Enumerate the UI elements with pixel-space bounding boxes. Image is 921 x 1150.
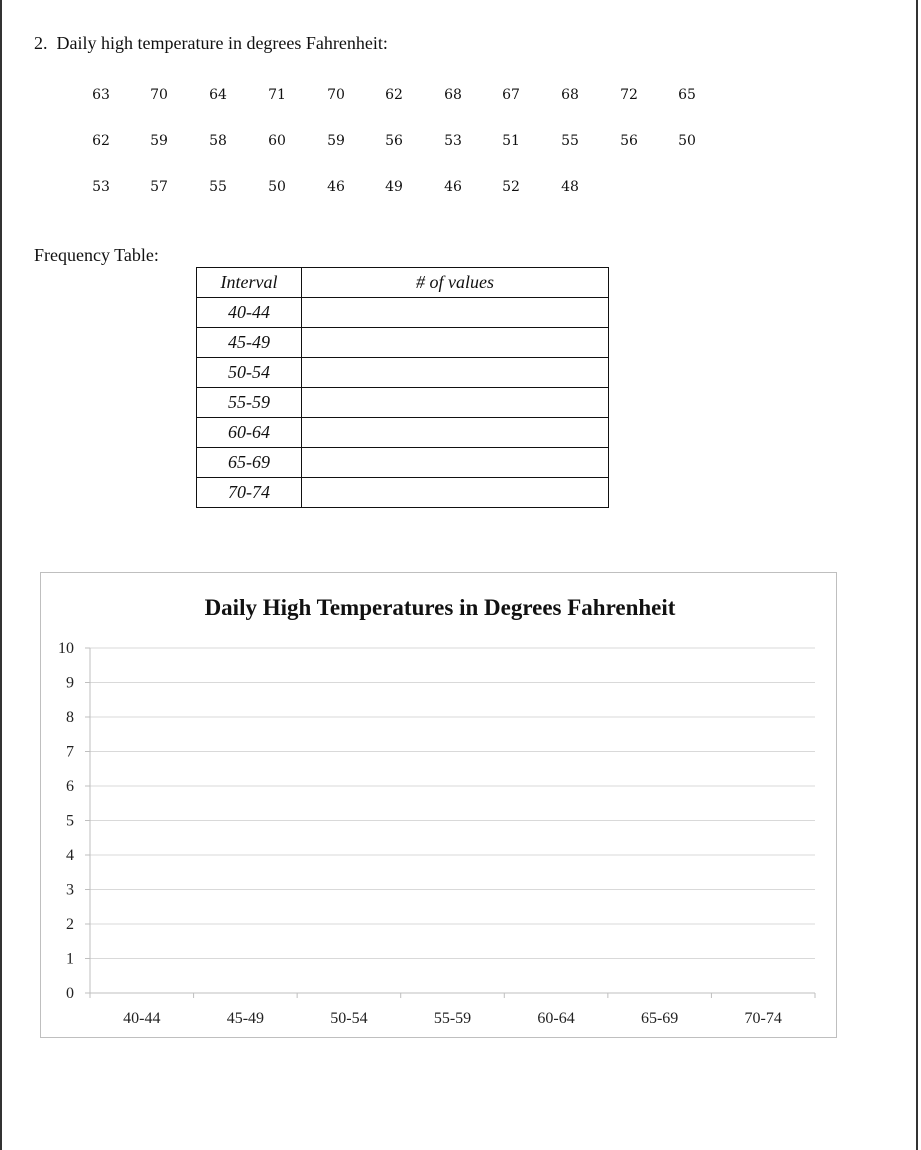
temperature-value: 67 <box>502 87 520 103</box>
temperature-value: 62 <box>385 87 403 103</box>
question-number: 2. <box>34 33 48 53</box>
interval-cell: 60-64 <box>197 418 302 448</box>
interval-cell: 45-49 <box>197 328 302 358</box>
temperature-value: 52 <box>502 179 520 195</box>
temperature-value: 68 <box>561 87 579 103</box>
header-count: # of values <box>302 268 609 298</box>
temperature-value: 46 <box>444 179 462 195</box>
header-interval: Interval <box>197 268 302 298</box>
temperature-value: 56 <box>620 133 638 149</box>
y-tick-label: 2 <box>66 916 74 933</box>
x-tick-label: 40-44 <box>123 1010 161 1027</box>
temperature-value: 71 <box>268 87 286 103</box>
temperature-value: 64 <box>209 87 227 103</box>
temperature-value: 70 <box>150 87 168 103</box>
temperature-value: 63 <box>92 87 110 103</box>
temperature-value: 62 <box>92 133 110 149</box>
y-tick-label: 4 <box>66 847 74 864</box>
temperature-value: 60 <box>268 133 286 149</box>
x-tick-label: 60-64 <box>537 1010 575 1027</box>
temperature-value: 53 <box>444 133 462 149</box>
y-tick-label: 1 <box>66 950 74 968</box>
interval-cell: 70-74 <box>197 478 302 508</box>
chart-title: Daily High Temperatures in Degrees Fahrenheit <box>204 595 676 620</box>
question-text: Daily high temperature in degrees Fahrenheit: <box>56 33 388 53</box>
temperature-value: 56 <box>385 133 403 149</box>
temperature-value: 49 <box>385 179 403 195</box>
y-tick-label: 10 <box>58 640 74 657</box>
temperature-value: 72 <box>620 87 638 103</box>
temperature-value: 55 <box>209 179 227 195</box>
y-tick-label: 6 <box>66 778 74 795</box>
temperature-value: 58 <box>209 133 227 149</box>
y-tick-label: 8 <box>66 709 74 726</box>
interval-cell: 65-69 <box>197 448 302 478</box>
temperature-value: 59 <box>150 133 168 149</box>
temperature-value: 53 <box>92 179 110 195</box>
interval-cell: 40-44 <box>197 298 302 328</box>
x-tick-label: 45-49 <box>226 1010 265 1027</box>
temperature-value: 59 <box>327 133 345 149</box>
temperature-value: 65 <box>678 87 696 103</box>
temperature-value: 48 <box>561 179 579 195</box>
temperature-value: 55 <box>561 133 579 149</box>
y-tick-label: 5 <box>66 812 74 830</box>
x-tick-label: 65-69 <box>640 1010 679 1027</box>
temperature-value: 46 <box>327 179 345 195</box>
temperature-value: 57 <box>150 179 168 195</box>
interval-cell: 50-54 <box>197 358 302 388</box>
temperature-value: 68 <box>444 87 462 103</box>
y-tick-label: 9 <box>66 674 74 692</box>
x-tick-label: 55-59 <box>433 1010 472 1027</box>
temperature-value: 50 <box>268 179 286 195</box>
x-tick-label: 70-74 <box>744 1010 782 1027</box>
x-tick-label: 50-54 <box>330 1010 368 1027</box>
temperature-value: 70 <box>327 87 345 103</box>
interval-cell: 55-59 <box>197 388 302 418</box>
y-tick-label: 7 <box>66 743 74 761</box>
temperature-value: 50 <box>678 133 696 149</box>
y-tick-label: 3 <box>66 881 74 899</box>
y-tick-label: 0 <box>66 985 74 1002</box>
frequency-table-label: Frequency Table: <box>34 245 159 265</box>
temperature-value: 51 <box>502 133 520 149</box>
